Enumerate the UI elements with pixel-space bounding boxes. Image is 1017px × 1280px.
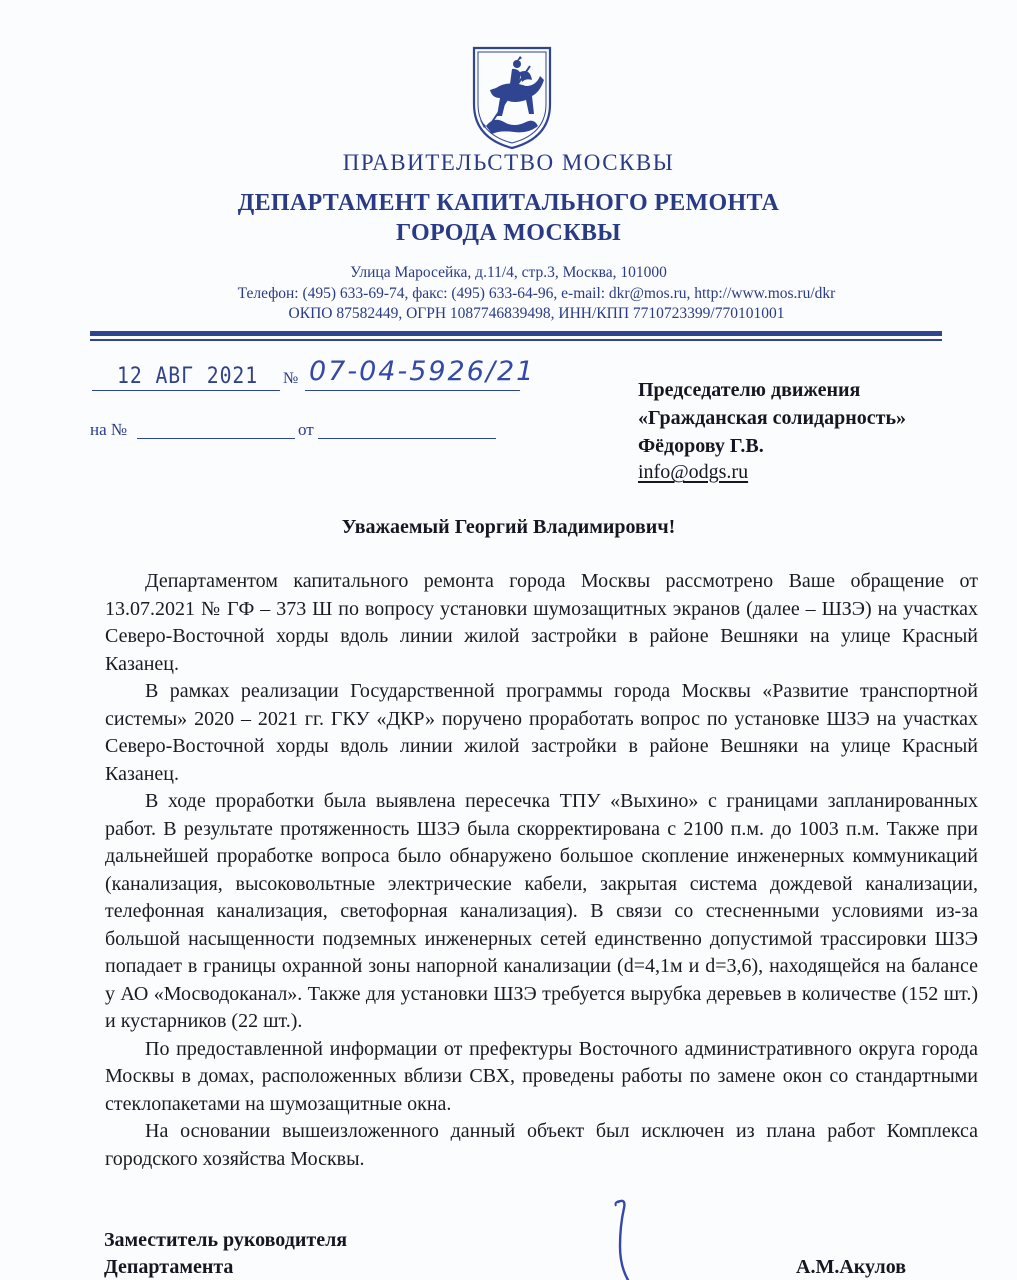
department-name-line2: ГОРОДА МОСКВЫ	[396, 220, 621, 246]
reference-number-line	[137, 438, 295, 439]
addressee-email-link[interactable]: info@odgs.ru	[638, 461, 749, 483]
signatory-title-line2: Департамента	[104, 1256, 234, 1278]
addressee-line2: «Гражданская солидарность»	[638, 407, 907, 429]
department-name-line1: ДЕПАРТАМЕНТ КАПИТАЛЬНОГО РЕМОНТА	[237, 190, 780, 216]
outgoing-date-stamp: 12 АВГ 2021	[117, 364, 259, 389]
letter-body	[105, 568, 978, 1173]
handwritten-signature	[596, 1196, 646, 1280]
reference-date-line	[318, 438, 496, 439]
department-address: Улица Маросейка, д.11/4, стр.3, Москва, 101000	[350, 264, 667, 281]
greeting: Уважаемый Георгий Владимирович!	[341, 516, 676, 538]
addressee-line1: Председателю движения	[638, 379, 861, 401]
body-paragraph: В ходе проработки была выявлена пересечка ТПУ «Выхино» с границами запланированных работ. В результате протяженность ШЗЭ была скорректирована с 2100 п.м. до 1003 п.м. Также при дальнейшей проработке вопроса было обнаружено большое скопление инженерных коммуникаций (канализация, высоковольтные электрические кабели, закрытая система дождевой канализации, телефонная канализация, светофорная канализация). В связи со стесненными условиями из-за большой насыщенности подземных инженерных сетей единственно допустимой трассировки ШЗЭ попадает в границы охранной зоны напорной канализации (d=4,1м и d=3,6), находящейся на балансе у АО «Мосводоканал». Также для установки ШЗЭ требуется вырубка деревьев в количестве (152 шт.) и кустарников (22 шт.).	[105, 790, 978, 1032]
body-paragraph: По предоставленной информации от префектуры Восточного административного округа города Москвы в домах, расположенных вблизи СВХ, проведены работы по замене окон со стандартными стеклопакетами на шумозащитные окна.	[105, 1037, 978, 1115]
department-contacts: Телефон: (495) 633-69-74, факс: (495) 633-64-96, e-mail: dkr@mos.ru, http://www.mos.ru/dkr	[237, 285, 836, 302]
addressee-line3: Фёдорову Г.В.	[638, 435, 764, 457]
department-registry: ОКПО 87582449, ОГРН 1087746839498, ИНН/КПП 7710723399/770101001	[288, 305, 785, 322]
outgoing-number-handwritten: 07-04-5926/21	[309, 356, 536, 387]
body-paragraph: В рамках реализации Государственной программы города Москвы «Развитие транспортной системы» 2020 – 2021 гг. ГКУ «ДКР» поручено проработать вопрос по установке ШЗЭ на участках Северо-Восточной хорды вдоль линии жилой застройки в районе Вешняки на улице Красный Казанец.	[105, 680, 978, 785]
body-paragraph: На основании вышеизложенного данный объект был исключен из плана работ Комплекса городского хозяйства Москвы.	[105, 1120, 978, 1170]
reference-date-label: от	[298, 420, 314, 439]
date-underline	[92, 390, 280, 391]
moscow-coat-of-arms-icon	[468, 42, 556, 152]
number-underline	[305, 390, 520, 391]
signatory-title-line1: Заместитель руководителя	[104, 1229, 348, 1251]
letterhead-divider-thin	[90, 339, 942, 341]
letterhead-divider-thick	[90, 331, 942, 336]
government-name: ПРАВИТЕЛЬСТВО МОСКВЫ	[342, 150, 675, 175]
number-label: №	[283, 370, 299, 387]
signatory-name: А.М.Акулов	[796, 1256, 907, 1278]
reference-number-label: на №	[90, 420, 128, 439]
body-paragraph: Департаментом капитального ремонта города Москвы рассмотрено Ваше обращение от 13.07.2021 № ГФ – 373 Ш по вопросу установки шумозащитных экранов (далее – ШЗЭ) на участках Северо-Восточной хорды вдоль линии жилой застройки в районе Вешняки на улице Красный Казанец.	[105, 570, 978, 675]
